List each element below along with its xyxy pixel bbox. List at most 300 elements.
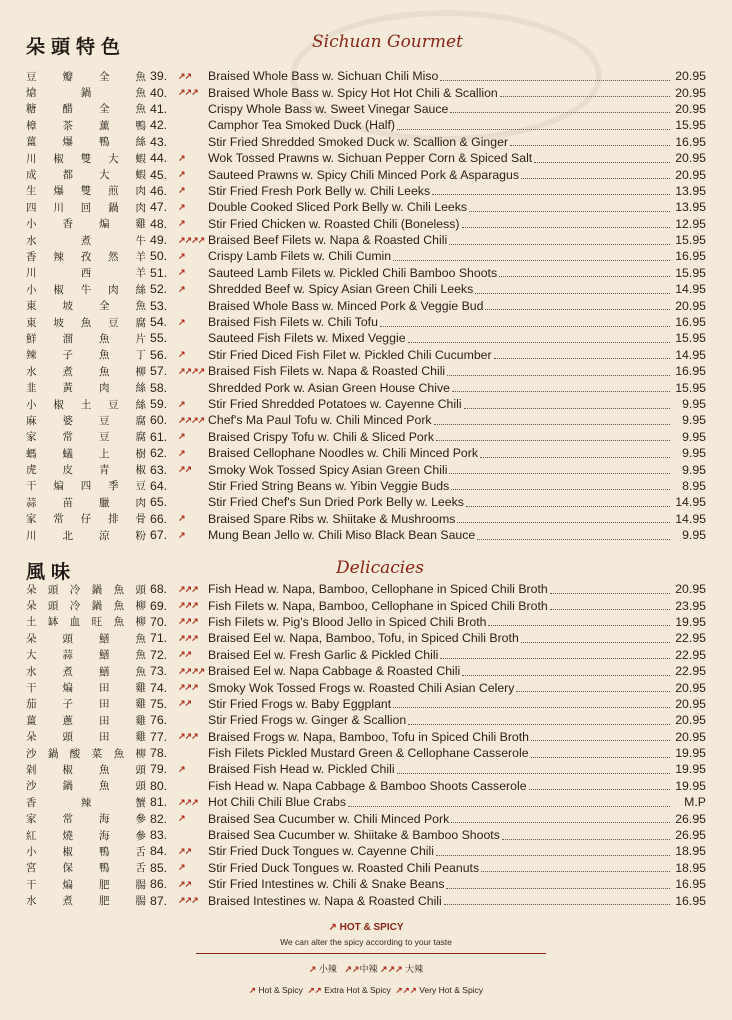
menu-item-row (26, 199, 706, 215)
menu-item-name: Camphor Tea Smoked Duck (Half) (208, 118, 396, 133)
legend-en-very: Very Hot & Spicy (419, 985, 484, 995)
menu-item-name: Stir Fried Duck Tongues w. Cayenne Chili (208, 844, 435, 859)
menu-item-number: 83. (150, 828, 168, 843)
menu-item-chinese-name: 朵 頭 田 雞 (26, 731, 146, 744)
menu-item-row (26, 166, 706, 182)
menu-item-number: 43. (150, 134, 168, 149)
section-title-en-sichuan: Sichuan Gourmet (312, 32, 463, 52)
menu-item-name: Stir Fried Intestines w. Chili & Snake Beans (208, 877, 445, 892)
menu-item-chinese-name: 干 煸 田 雞 (26, 682, 146, 695)
menu-item-row (26, 827, 706, 843)
menu-item-name: Fish Head w. Napa, Bamboo, Cellophane in Spiced Chili Broth (208, 582, 548, 597)
chili-icon: ↗↗↗ (395, 985, 417, 995)
dot-leader (550, 593, 670, 594)
menu-item-row (26, 412, 706, 428)
dot-leader (446, 888, 670, 889)
menu-item-price: 13.95 (675, 183, 706, 198)
menu-item-name: Braised Sea Cucumber w. Chili Minced Pork (208, 811, 450, 826)
menu-item-number: 68. (150, 582, 168, 597)
dot-leader (434, 424, 670, 425)
menu-item-price: 15.95 (675, 265, 706, 280)
legend-title (0, 922, 732, 933)
menu-item-name: Braised Spare Ribs w. Shiitake & Mushrooms (208, 511, 456, 526)
menu-item-row (26, 183, 706, 199)
menu-item-name: Braised Eel w. Fresh Garlic & Pickled Chili (208, 647, 439, 662)
menu-item-price: 20.95 (675, 101, 706, 116)
menu-item-chinese-name: 沙 鍋 魚 頭 (26, 780, 146, 793)
chili-pepper-icon: ↗↗ (178, 698, 192, 709)
menu-item-name: Braised Intestines w. Napa & Roasted Chili (208, 893, 442, 908)
menu-item-name: Braised Whole Bass w. Minced Pork & Veggie Bud (208, 298, 484, 313)
dot-leader (444, 904, 670, 905)
menu-item-name: Fish Filets w. Napa, Bamboo, Cellophane in Spiced Chili Broth (208, 598, 548, 613)
menu-item-number: 71. (150, 631, 168, 646)
menu-item-number: 60. (150, 413, 168, 428)
menu-item-price: 20.95 (675, 680, 706, 695)
dot-leader (469, 211, 670, 212)
menu-item-row (26, 614, 706, 630)
menu-item-number: 57. (150, 364, 168, 379)
menu-item-price: 16.95 (675, 893, 706, 908)
menu-item-row (26, 68, 706, 84)
menu-item-number: 61. (150, 429, 168, 444)
menu-item-chinese-name: 小 椒 土 豆 絲 (26, 398, 146, 411)
menu-item-number: 52. (150, 282, 168, 297)
menu-item-price: 19.95 (675, 746, 706, 761)
dot-leader (500, 96, 670, 97)
menu-item-price: 8.95 (682, 478, 706, 493)
menu-item-chinese-name: 生 爆 雙 煎 肉 (26, 185, 146, 198)
menu-item-number: 70. (150, 614, 168, 629)
menu-item-number: 46. (150, 183, 168, 198)
section-title-en-delicacies: Delicacies (336, 558, 424, 578)
menu-item-chinese-name: 糖 醋 全 魚 (26, 103, 146, 116)
menu-item-price: 20.95 (675, 69, 706, 84)
menu-item-number: 51. (150, 265, 168, 280)
menu-item-name: Crispy Whole Bass w. Sweet Vinegar Sauce (208, 101, 449, 116)
menu-item-price: 14.95 (675, 511, 706, 526)
chili-pepper-icon: ↗↗ (178, 70, 192, 81)
dot-leader (348, 806, 670, 807)
section-title-cn-delicacies: 風味 (26, 561, 77, 583)
chili-pepper-icon: ↗ (178, 862, 185, 873)
dot-leader (477, 539, 670, 540)
menu-item-number: 81. (150, 795, 168, 810)
menu-item-name: Shredded Pork w. Asian Green House Chive (208, 380, 450, 395)
dot-leader (447, 375, 670, 376)
menu-item-row (26, 396, 706, 412)
dot-leader (550, 609, 670, 610)
chili-pepper-icon: ↗↗↗ (178, 682, 198, 693)
menu-item-price: 16.95 (675, 315, 706, 330)
chili-icon: ↗↗↗ (380, 964, 403, 974)
chili-pepper-icon: ↗ (178, 398, 185, 409)
menu-item-row (26, 761, 706, 777)
chili-pepper-icon: ↗ (178, 169, 185, 180)
dot-leader (475, 293, 670, 294)
legend-cn-extra: 中辣 (359, 964, 378, 974)
dot-leader (440, 658, 670, 659)
menu-item-price: 19.95 (675, 762, 706, 777)
menu-item-name: Stir Fried Chef's Sun Dried Pork Belly w. Leeks (208, 495, 464, 510)
menu-item-chinese-name: 家 常 海 參 (26, 813, 146, 826)
menu-item-name: Stir Fried Frogs w. Ginger & Scallion (208, 713, 407, 728)
menu-item-number: 78. (150, 746, 168, 761)
menu-list-delicacies (26, 581, 706, 909)
chili-pepper-icon: ↗↗↗ (178, 616, 198, 627)
menu-item-price: 9.95 (682, 413, 706, 428)
legend-subtitle: We can alter the spicy according to your taste (280, 937, 452, 947)
menu-item-price: 9.95 (682, 429, 706, 444)
menu-item-number: 72. (150, 647, 168, 662)
menu-item-name: Hot Chili Chili Blue Crabs (208, 795, 347, 810)
menu-item-row (26, 265, 706, 281)
dot-leader (450, 112, 670, 113)
menu-item-chinese-name: 家 常 豆 腐 (26, 431, 146, 444)
menu-item-name: Smoky Wok Tossed Frogs w. Roasted Chili Asian Celery (208, 680, 515, 695)
menu-item-chinese-name: 豆 瓣 全 魚 (26, 70, 146, 83)
dot-leader (440, 80, 670, 81)
legend-en (0, 985, 732, 996)
chili-pepper-icon: ↗ (178, 763, 185, 774)
menu-item-chinese-name: 熗 鍋 魚 (26, 87, 146, 100)
menu-item-number: 39. (150, 69, 168, 84)
menu-item-number: 86. (150, 877, 168, 892)
menu-item-chinese-name: 大 蒜 鱔 魚 (26, 649, 146, 662)
chili-pepper-icon: ↗↗↗ (178, 796, 198, 807)
menu-item-number: 76. (150, 713, 168, 728)
menu-item-chinese-name: 沙 鍋 酸 菜 魚 柳 (26, 747, 146, 760)
menu-item-name: Fish Filets w. Pig's Blood Jello in Spiced Chili Broth (208, 614, 487, 629)
menu-item-price: 23.95 (675, 598, 706, 613)
dot-leader (380, 326, 670, 327)
chili-pepper-icon: ↗↗ (178, 649, 192, 660)
chili-icon: ↗↗ (307, 985, 322, 995)
chili-pepper-icon: ↗ (178, 250, 185, 261)
menu-item-number: 42. (150, 118, 168, 133)
chili-pepper-icon: ↗ (178, 447, 185, 458)
menu-item-price: 15.95 (675, 380, 706, 395)
dot-leader (499, 276, 670, 277)
menu-item-number: 65. (150, 495, 168, 510)
menu-item-price: 20.95 (675, 713, 706, 728)
dot-leader (494, 358, 670, 359)
menu-item-chinese-name: 茄 子 田 雞 (26, 698, 146, 711)
menu-item-name: Braised Beef Filets w. Napa & Roasted Chili (208, 233, 448, 248)
menu-item-row (26, 84, 706, 100)
menu-item-name: Braised Whole Bass w. Sichuan Chili Miso (208, 69, 439, 84)
menu-item-chinese-name: 蒜 苗 臘 肉 (26, 496, 146, 509)
dot-leader (449, 473, 670, 474)
menu-item-chinese-name: 虎 皮 青 椒 (26, 464, 146, 477)
legend-cn (0, 962, 732, 975)
dot-leader (457, 522, 670, 523)
menu-item-price: 26.95 (675, 811, 706, 826)
dot-leader (510, 145, 670, 146)
menu-item-name: Shredded Beef w. Spicy Asian Green Chili Leeks (208, 282, 474, 297)
menu-item-chinese-name: 辣 子 魚 丁 (26, 349, 146, 362)
dot-leader (436, 855, 670, 856)
menu-item-number: 48. (150, 216, 168, 231)
chili-pepper-icon: ↗↗↗ (178, 583, 198, 594)
menu-item-chinese-name: 韭 黃 肉 絲 (26, 382, 146, 395)
menu-item-price: 20.95 (675, 167, 706, 182)
menu-item-row (26, 347, 706, 363)
menu-item-name: Stir Fried Duck Tongues w. Roasted Chili Peanuts (208, 860, 480, 875)
dot-leader (531, 757, 670, 758)
chili-pepper-icon: ↗↗↗ (178, 731, 198, 742)
dot-leader (485, 309, 670, 310)
dot-leader (488, 625, 670, 626)
dot-leader (452, 391, 670, 392)
chili-pepper-icon: ↗↗↗↗ (178, 665, 205, 676)
menu-item-row (26, 647, 706, 663)
menu-item-chinese-name: 水 煮 鱔 魚 (26, 665, 146, 678)
menu-item-number: 79. (150, 762, 168, 777)
menu-list-sichuan-gourmet (26, 68, 706, 543)
menu-item-chinese-name: 薑 爆 鴨 絲 (26, 136, 146, 149)
menu-item-name: Braised Whole Bass w. Spicy Hot Hot Chili & Scallion (208, 85, 498, 100)
menu-item-price: 16.95 (675, 249, 706, 264)
menu-item-row (26, 297, 706, 313)
menu-item-number: 53. (150, 298, 168, 313)
menu-item-name: Stir Fried Fresh Pork Belly w. Chili Leeks (208, 183, 431, 198)
menu-item-number: 49. (150, 233, 168, 248)
menu-item-row (26, 445, 706, 461)
legend-en-extra: Extra Hot & Spicy (324, 985, 391, 995)
menu-item-chinese-name: 東 坡 全 魚 (26, 300, 146, 313)
menu-item-chinese-name: 樟 茶 薰 鴨 (26, 119, 146, 132)
menu-item-number: 77. (150, 729, 168, 744)
chili-pepper-icon: ↗↗↗ (178, 87, 198, 98)
menu-item-chinese-name: 成 都 大 蝦 (26, 169, 146, 182)
menu-item-price: 22.95 (675, 631, 706, 646)
menu-item-row (26, 597, 706, 613)
menu-item-number: 67. (150, 528, 168, 543)
menu-item-number: 75. (150, 696, 168, 711)
chili-pepper-icon: ↗ (178, 813, 185, 824)
menu-item-chinese-name: 川 西 羊 (26, 267, 146, 280)
chili-pepper-icon: ↗↗↗↗ (178, 365, 205, 376)
menu-item-row (26, 679, 706, 695)
menu-item-price: 22.95 (675, 647, 706, 662)
chili-pepper-icon: ↗ (178, 152, 185, 163)
dot-leader (466, 506, 670, 507)
menu-item-name: Braised Eel w. Napa, Bamboo, Tofu, in Spiced Chili Broth (208, 631, 519, 646)
dot-leader (521, 178, 670, 179)
chili-pepper-icon: ↗↗↗ (178, 600, 198, 611)
chili-pepper-icon: ↗ (178, 267, 185, 278)
legend-title-text: HOT & SPICY (339, 922, 404, 933)
menu-item-number: 80. (150, 778, 168, 793)
menu-item-chinese-name: 干 煸 肥 腸 (26, 878, 146, 891)
menu-item-price: 18.95 (675, 844, 706, 859)
menu-item-name: Stir Fried Shredded Smoked Duck w. Scallion & Ginger (208, 134, 509, 149)
menu-item-chinese-name: 土 缽 血 旺 魚 柳 (26, 616, 146, 629)
chili-pepper-icon: ↗ (178, 431, 185, 442)
menu-item-price: 15.95 (675, 331, 706, 346)
menu-item-chinese-name: 香 辣 蟹 (26, 796, 146, 809)
legend-cn-very: 大辣 (405, 964, 424, 974)
menu-item-chinese-name: 宮 保 鴨 舌 (26, 862, 146, 875)
dot-leader (451, 822, 670, 823)
menu-item-number: 54. (150, 315, 168, 330)
menu-item-number: 44. (150, 151, 168, 166)
menu-item-number: 82. (150, 811, 168, 826)
chili-pepper-icon: ↗↗↗↗ (178, 234, 205, 245)
menu-item-chinese-name: 香 辣 孜 然 羊 (26, 250, 146, 263)
chili-pepper-icon: ↗ (178, 218, 185, 229)
menu-item-price: 19.95 (675, 614, 706, 629)
menu-item-name: Sauteed Fish Filets w. Mixed Veggie (208, 331, 406, 346)
menu-item-row (26, 745, 706, 761)
menu-item-price: 22.95 (675, 664, 706, 679)
dot-leader (408, 342, 670, 343)
chili-pepper-icon: ↗ (178, 513, 185, 524)
menu-item-row (26, 461, 706, 477)
menu-item-row (26, 581, 706, 597)
chili-icon: ↗ (328, 922, 337, 933)
menu-item-row (26, 892, 706, 908)
menu-item-number: 40. (150, 85, 168, 100)
chili-pepper-icon: ↗ (178, 529, 185, 540)
dot-leader (502, 839, 670, 840)
menu-item-name: Braised Frogs w. Napa, Bamboo, Tofu in Spiced Chili Broth (208, 729, 530, 744)
menu-item-row (26, 330, 706, 346)
menu-item-price: 16.95 (675, 134, 706, 149)
menu-item-price: 14.95 (675, 282, 706, 297)
menu-item-number: 64. (150, 478, 168, 493)
menu-item-price: 14.95 (675, 347, 706, 362)
menu-item-price: 9.95 (682, 446, 706, 461)
dot-leader (432, 194, 670, 195)
menu-item-row (26, 778, 706, 794)
menu-item-chinese-name: 朵 頭 冷 鍋 魚 頭 (26, 583, 146, 596)
menu-item-row (26, 712, 706, 728)
menu-item-number: 69. (150, 598, 168, 613)
chili-icon: ↗ (308, 964, 317, 974)
menu-item-number: 85. (150, 860, 168, 875)
menu-item-name: Braised Eel w. Napa Cabbage & Roasted Chili (208, 664, 461, 679)
menu-item-chinese-name: 朵 頭 鱔 魚 (26, 632, 146, 645)
menu-item-name: Braised Crispy Tofu w. Chili & Sliced Pork (208, 429, 434, 444)
menu-item-row (26, 232, 706, 248)
menu-item-price: 19.95 (675, 778, 706, 793)
legend-divider (196, 953, 546, 954)
menu-item-price: 9.95 (682, 462, 706, 477)
dot-leader (464, 408, 670, 409)
menu-item-chinese-name: 剁 椒 魚 頭 (26, 763, 146, 776)
menu-item-number: 47. (150, 200, 168, 215)
menu-item-chinese-name: 朵 頭 冷 鍋 魚 柳 (26, 600, 146, 613)
menu-item-chinese-name: 小 椒 鴨 舌 (26, 845, 146, 858)
menu-item-price: 20.95 (675, 729, 706, 744)
menu-item-name: Stir Fried Frogs w. Baby Eggplant (208, 696, 392, 711)
menu-item-row (26, 860, 706, 876)
menu-item-price: 16.95 (675, 877, 706, 892)
menu-item-name: Stir Fried String Beans w. Yibin Veggie Buds (208, 478, 450, 493)
dot-leader (393, 260, 670, 261)
chili-pepper-icon: ↗↗↗ (178, 632, 198, 643)
menu-item-row (26, 216, 706, 232)
menu-item-price: 20.95 (675, 696, 706, 711)
menu-item-price: 9.95 (682, 397, 706, 411)
dot-leader (521, 642, 670, 643)
dot-leader (462, 227, 671, 228)
menu-item-number: 84. (150, 844, 168, 859)
menu-item-name: Braised Fish Filets w. Chili Tofu (208, 315, 378, 330)
menu-item-row (26, 117, 706, 133)
menu-item-name: Stir Fried Chicken w. Roasted Chili (Boneless) (208, 216, 460, 231)
menu-item-price: 14.95 (675, 495, 706, 510)
menu-item-name: Crispy Lamb Filets w. Chili Cumin (208, 249, 392, 264)
dot-leader (531, 740, 670, 741)
legend-cn-hot: 小辣 (318, 964, 337, 974)
menu-item-price: M.P (684, 795, 706, 810)
dot-leader (516, 691, 670, 692)
menu-item-name: Chef's Ma Paul Tofu w. Chili Minced Pork (208, 413, 432, 428)
menu-item-price: 12.95 (675, 216, 706, 231)
menu-item-chinese-name: 川 椒 雙 大 蝦 (26, 152, 146, 165)
menu-item-name: Sauteed Lamb Filets w. Pickled Chili Bamboo Shoots (208, 265, 498, 280)
menu-item-name: Stir Fried Shredded Potatoes w. Cayenne Chili (208, 397, 462, 411)
menu-item-chinese-name: 家 常 仔 排 骨 (26, 513, 146, 526)
menu-item-price: 20.95 (675, 151, 706, 166)
menu-item-row (26, 150, 706, 166)
menu-item-row (26, 810, 706, 826)
chili-pepper-icon: ↗↗↗↗ (178, 414, 205, 425)
menu-item-name: Braised Cellophane Noodles w. Chili Minced Pork (208, 446, 478, 461)
menu-item-name: Braised Sea Cucumber w. Shiitake & Bamboo Shoots (208, 828, 500, 843)
menu-item-row (26, 478, 706, 494)
menu-item-number: 74. (150, 680, 168, 695)
dot-leader (529, 789, 670, 790)
chili-pepper-icon: ↗↗ (178, 878, 192, 889)
menu-item-price: 9.95 (682, 528, 706, 543)
menu-item-row (26, 696, 706, 712)
section-title-cn-sichuan: 朵頭特色 (26, 36, 127, 58)
menu-item-chinese-name: 小 香 煸 雞 (26, 218, 146, 231)
menu-item-name: Double Cooked Sliced Pork Belly w. Chili Leeks (208, 200, 468, 215)
menu-item-chinese-name: 水 煮 肥 腸 (26, 895, 146, 908)
menu-item-chinese-name: 薑 蔥 田 雞 (26, 714, 146, 727)
menu-item-chinese-name: 水 煮 牛 (26, 234, 146, 247)
dot-leader (451, 489, 670, 490)
menu-item-chinese-name: 螞 蟻 上 樹 (26, 447, 146, 460)
menu-item-number: 41. (150, 101, 168, 116)
chili-pepper-icon: ↗↗ (178, 464, 192, 475)
menu-item-row (26, 134, 706, 150)
dot-leader (397, 129, 670, 130)
menu-item-row (26, 101, 706, 117)
menu-item-row (26, 663, 706, 679)
menu-item-row (26, 363, 706, 379)
menu-item-price: 20.95 (675, 582, 706, 597)
chili-icon: ↗↗ (344, 964, 360, 974)
dot-leader (481, 871, 670, 872)
menu-item-row (26, 314, 706, 330)
menu-item-price: 16.95 (675, 364, 706, 379)
menu-item-number: 58. (150, 380, 168, 395)
dot-leader (449, 244, 670, 245)
menu-item-name: Fish Filets Pickled Mustard Green & Cellophane Casserole (208, 746, 529, 761)
menu-item-name: Fish Head w. Napa Cabbage & Bamboo Shoots Casserole (208, 778, 527, 793)
menu-item-row (26, 876, 706, 892)
menu-item-number: 66. (150, 511, 168, 526)
menu-item-row (26, 729, 706, 745)
chili-pepper-icon: ↗↗↗ (178, 895, 198, 906)
menu-item-chinese-name: 小 椒 牛 肉 絲 (26, 283, 146, 296)
